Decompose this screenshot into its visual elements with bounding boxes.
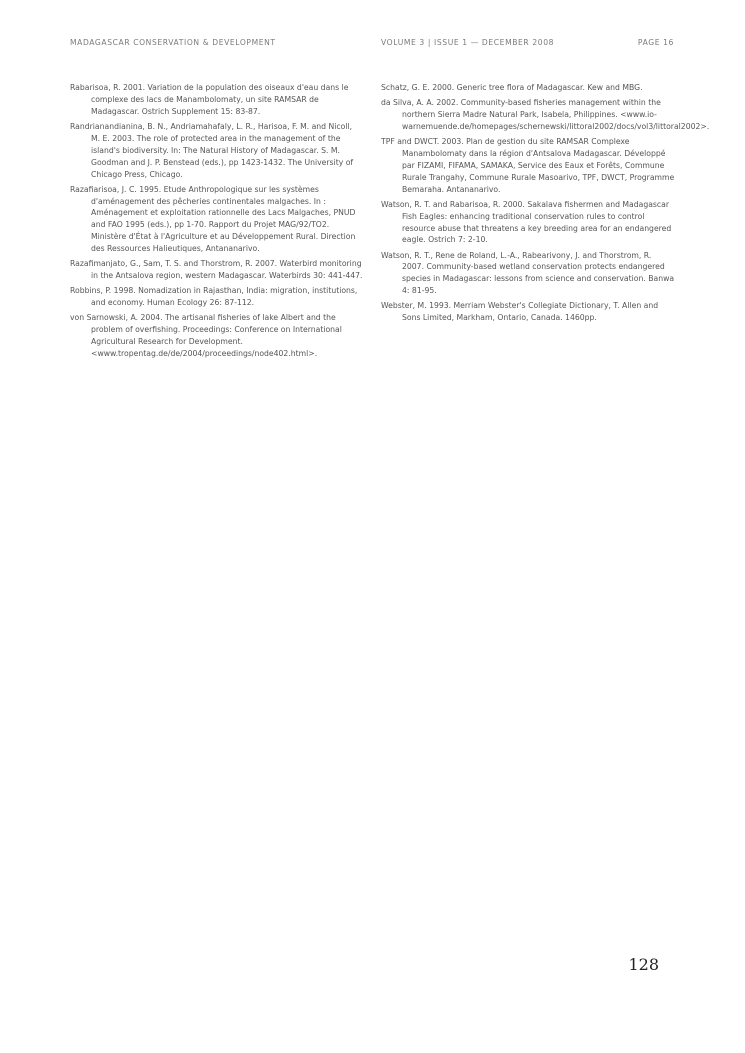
reference-entry: Watson, R. T., Rene de Roland, L.-A., Rabearivony, J. and Thorstrom, R. 2007. Community-based wetland conservation protects endangered species in Madagascar: lessons from science and conservation. Banwa 4: 81-95. [381, 250, 675, 296]
page-number: 128 [628, 955, 659, 974]
reference-entry: Rabarisoa, R. 2001. Variation de la population des oiseaux d'eau dans le complexe des lacs de Manambolomaty, un site RAMSAR de Madagascar. Ostrich Supplement 15: 83-87. [70, 83, 349, 116]
reference-entry: Watson, R. T. and Rabarisoa, R. 2000. Sakalava fishermen and Madagascar Fish Eagles: enhancing traditional conservation rules to control resource abuse that threatens a key breeding area for an endangered eagle. Ostrich 7: 2-10. [381, 199, 672, 245]
reference-entry: Robbins, P. 1998. Nomadization in Rajasthan, India: migration, institutions, and economy. Human Ecology 26: 87-112. [70, 286, 358, 308]
reference-entry: Webster, M. 1993. Merriam Webster's Collegiate Dictionary, T. Allen and Sons Limited, Markham, Ontario, Canada. 1460pp. [381, 301, 659, 323]
references-right-column [381, 82, 710, 327]
reference-entry: Razafimanjato, G., Sam, T. S. and Thorstrom, R. 2007. Waterbird monitoring in the Antsalova region, western Madagascar. Waterbirds 30: 441-447. [70, 259, 363, 281]
journal-title: MADAGASCAR CONSERVATION & DEVELOPMENT [70, 38, 276, 47]
reference-entry: Schatz, G. E. 2000. Generic tree flora of Madagascar. Kew and MBG. [381, 83, 643, 92]
reference-entry: TPF and DWCT. 2003. Plan de gestion du site RAMSAR Complexe Manambolomaty dans la région d'Antsalova Madagascar. Développé par FIZAMI, FIFAMA, SAMAKA, Service des Eaux et Forêts, Commune Rurale Trangahy, Commune Rurale Masoarivo, TPF, DWCT, Programme Bemaraha. Antananarivo. [381, 137, 675, 194]
reference-entry: Razafiarisoa, J. C. 1995. Etude Anthropologique sur les systèmes d'aménagement des pêcheries continentales malgaches. In : Aménagement et exploitation rationnelle des Lacs Malgaches, PNUD and FAO 1995 (eds.), pp 1-70. Rapport du Projet MAG/92/TO2. Ministère d'État à l'Agriculture et au Développement Rural. Direction des Ressources Halieutiques, Antananarivo. [70, 184, 356, 254]
running-header [70, 38, 674, 50]
references-left-column [70, 82, 363, 363]
journal-page-label: PAGE 16 [637, 38, 674, 47]
reference-entry: da Silva, A. A. 2002. Community-based fisheries management within the northern Sierra Madre Natural Park, Isabela, Philippines. <www.io-warnemuende.de/homepages/schernewski/littoral2002/docs/vol3/littoral2002>. [381, 98, 710, 131]
reference-entry: Randrianandianina, B. N., Andriamahafaly, L. R., Harisoa, F. M. and Nicoll, M. E. 2003. The role of protected area in the management of the island's biodiversity. In: The Natural History of Madagascar. S. M. Goodman and J. P. Benstead (eds.), pp 1423-1432. The University of Chicago Press, Chicago. [70, 121, 354, 179]
reference-entry: von Sarnowski, A. 2004. The artisanal fisheries of lake Albert and the problem of overfishing. Proceedings: Conference on International Agricultural Research for Development. <www.tropentag.de/de/2004/proceedings/node402.html>. [70, 313, 342, 358]
volume-issue: VOLUME 3 | ISSUE 1 — DECEMBER 2008 [381, 38, 555, 47]
